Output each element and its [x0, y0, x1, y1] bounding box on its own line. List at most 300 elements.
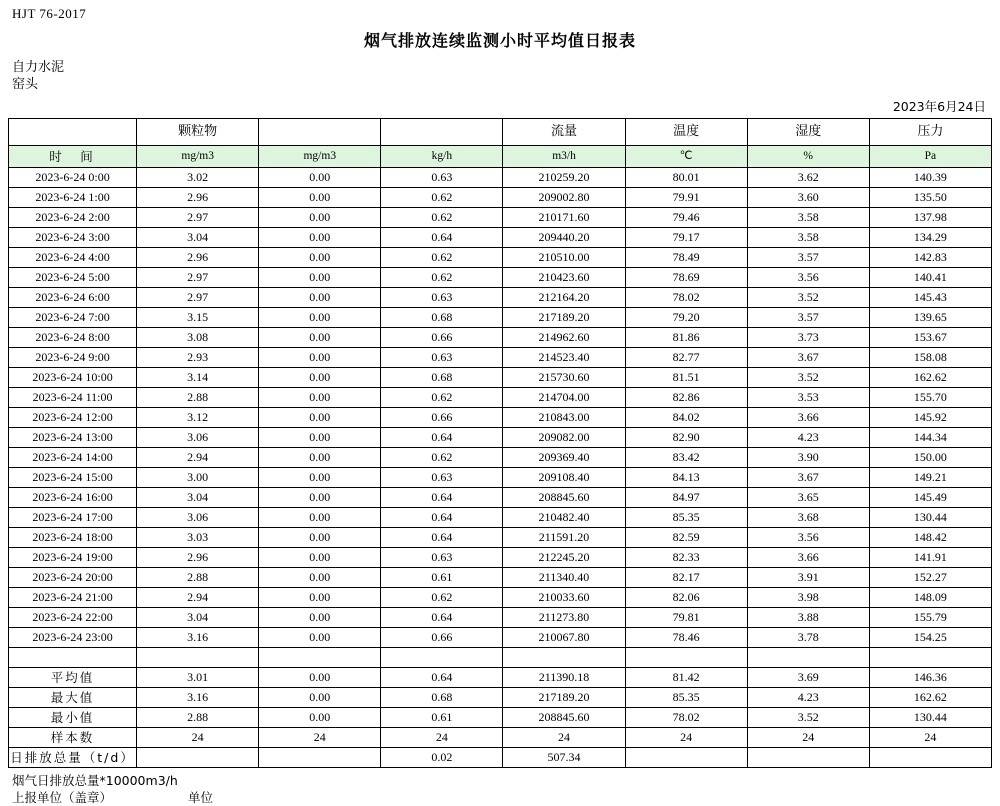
cell-flow: 211340.40 [503, 568, 625, 588]
cell-flow: 217189.20 [503, 308, 625, 328]
cell-time: 2023-6-24 10:00 [9, 368, 137, 388]
summary-row-max [9, 688, 992, 708]
cell-pm-conc2: 0.00 [259, 508, 381, 528]
cell-humidity: 3.98 [747, 588, 869, 608]
cell-time: 2023-6-24 4:00 [9, 248, 137, 268]
cell-time: 2023-6-24 17:00 [9, 508, 137, 528]
header-cell-4: 流量 [503, 119, 625, 146]
table-row [9, 348, 992, 368]
cell-pm-conc2 [259, 748, 381, 768]
cell-temp: 81.86 [625, 328, 747, 348]
cell-pm-conc: 3.06 [137, 508, 259, 528]
cell-humidity: 3.58 [747, 228, 869, 248]
cell-humidity: 3.58 [747, 208, 869, 228]
cell-pm-conc2: 0.00 [259, 168, 381, 188]
cell-pm-conc: 3.00 [137, 468, 259, 488]
cell-pm-rate: 0.68 [381, 368, 503, 388]
cell-temp: 83.42 [625, 448, 747, 468]
cell-time: 2023-6-24 13:00 [9, 428, 137, 448]
cell-pm-rate: 0.61 [381, 708, 503, 728]
cell-pressure: 162.62 [869, 688, 991, 708]
cell-time: 2023-6-24 0:00 [9, 168, 137, 188]
cell-flow: 507.34 [503, 748, 625, 768]
cell-pressure: 145.92 [869, 408, 991, 428]
cell-pm-rate: 0.68 [381, 308, 503, 328]
table-row [9, 208, 992, 228]
cell-temp: 24 [625, 728, 747, 748]
company-name: 自力水泥 [12, 60, 65, 75]
cell-pressure: 24 [869, 728, 991, 748]
cell-pm-rate: 0.63 [381, 468, 503, 488]
cell-pm-conc: 2.93 [137, 348, 259, 368]
cell-temp: 78.46 [625, 628, 747, 648]
cell-humidity: 3.56 [747, 268, 869, 288]
cell-pressure: 148.42 [869, 528, 991, 548]
cell-flow: 210033.60 [503, 588, 625, 608]
cell-pressure: 140.41 [869, 268, 991, 288]
cell-temp: 84.02 [625, 408, 747, 428]
cell-time: 2023-6-24 9:00 [9, 348, 137, 368]
cell-pm-rate: 0.66 [381, 408, 503, 428]
cell-pm-rate: 24 [381, 728, 503, 748]
cell-pm-conc2: 24 [259, 728, 381, 748]
spacer-cell [747, 648, 869, 668]
unit-cell-1: mg/m3 [137, 146, 259, 168]
cell-pm-conc: 2.96 [137, 548, 259, 568]
cell-temp: 78.49 [625, 248, 747, 268]
cell-pm-rate: 0.64 [381, 228, 503, 248]
cell-temp: 79.46 [625, 208, 747, 228]
cell-humidity: 4.23 [747, 428, 869, 448]
cell-pm-conc2: 0.00 [259, 548, 381, 568]
page-title: 烟气排放连续监测小时平均值日报表 [363, 31, 636, 50]
cell-temp: 79.91 [625, 188, 747, 208]
cell-time: 2023-6-24 23:00 [9, 628, 137, 648]
table-row [9, 168, 992, 188]
spacer-row [9, 648, 992, 668]
cell-pm-rate: 0.64 [381, 668, 503, 688]
cell-flow: 209369.40 [503, 448, 625, 468]
cell-pm-conc2: 0.00 [259, 228, 381, 248]
unit-name: 窑头 [12, 77, 39, 92]
cell-flow: 214962.60 [503, 328, 625, 348]
table-row [9, 328, 992, 348]
unit-cell-2: mg/m3 [259, 146, 381, 168]
standard-number: HJT 76-2017 [12, 6, 87, 21]
cell-pm-rate: 0.66 [381, 328, 503, 348]
cell-pm-conc2: 0.00 [259, 608, 381, 628]
cell-pm-conc: 3.01 [137, 668, 259, 688]
cell-pressure: 130.44 [869, 508, 991, 528]
cell-flow: 211390.18 [503, 668, 625, 688]
summary-row-average [9, 668, 992, 688]
cell-pressure: 130.44 [869, 708, 991, 728]
cell-pm-conc: 3.04 [137, 608, 259, 628]
table-row [9, 288, 992, 308]
header-cell-6: 湿度 [747, 119, 869, 146]
cell-pm-rate: 0.62 [381, 588, 503, 608]
cell-pm-conc2: 0.00 [259, 588, 381, 608]
cell-time: 2023-6-24 14:00 [9, 448, 137, 468]
cell-temp [625, 748, 747, 768]
cell-pressure: 146.36 [869, 668, 991, 688]
cell-temp: 82.17 [625, 568, 747, 588]
cell-pm-conc: 3.16 [137, 628, 259, 648]
cell-pressure: 155.79 [869, 608, 991, 628]
summary-label: 最大值 [9, 688, 137, 708]
cell-time: 2023-6-24 2:00 [9, 208, 137, 228]
cell-pm-rate: 0.64 [381, 508, 503, 528]
cell-pm-conc2: 0.00 [259, 368, 381, 388]
spacer-cell [137, 648, 259, 668]
table-row [9, 448, 992, 468]
cell-pm-rate: 0.66 [381, 628, 503, 648]
cell-flow: 211591.20 [503, 528, 625, 548]
cell-pressure [869, 748, 991, 768]
cell-pm-rate: 0.63 [381, 348, 503, 368]
cell-pm-conc2: 0.00 [259, 568, 381, 588]
table-row [9, 608, 992, 628]
table-row [9, 568, 992, 588]
cell-pm-conc: 2.94 [137, 588, 259, 608]
summary-label: 最小值 [9, 708, 137, 728]
table-row [9, 528, 992, 548]
cell-humidity: 3.90 [747, 448, 869, 468]
footer-note: 烟气日排放总量*10000m3/h [12, 773, 178, 788]
cell-humidity: 24 [747, 728, 869, 748]
cell-humidity: 3.88 [747, 608, 869, 628]
cell-pm-conc2: 0.00 [259, 468, 381, 488]
cell-temp: 84.13 [625, 468, 747, 488]
cell-pm-conc: 3.08 [137, 328, 259, 348]
table-row [9, 188, 992, 208]
cell-pressure: 145.49 [869, 488, 991, 508]
header-cell-7: 压力 [869, 119, 991, 146]
cell-temp: 84.97 [625, 488, 747, 508]
cell-pm-conc [137, 748, 259, 768]
cell-pm-rate: 0.62 [381, 448, 503, 468]
cell-humidity: 3.53 [747, 388, 869, 408]
cell-pm-conc: 24 [137, 728, 259, 748]
cell-pm-rate: 0.62 [381, 188, 503, 208]
summary-label: 日排放总量（t/d） [9, 748, 137, 768]
cell-time: 2023-6-24 12:00 [9, 408, 137, 428]
cell-pm-conc: 3.04 [137, 488, 259, 508]
cell-pm-conc: 3.14 [137, 368, 259, 388]
cell-pressure: 154.25 [869, 628, 991, 648]
table-row [9, 628, 992, 648]
cell-pm-conc2: 0.00 [259, 488, 381, 508]
cell-pm-conc: 2.96 [137, 248, 259, 268]
cell-flow: 212164.20 [503, 288, 625, 308]
cell-flow: 209440.20 [503, 228, 625, 248]
table-row [9, 548, 992, 568]
cell-temp: 85.35 [625, 688, 747, 708]
cell-pm-conc: 2.97 [137, 208, 259, 228]
header-cell-2 [259, 119, 381, 146]
cell-humidity: 3.62 [747, 168, 869, 188]
cell-time: 2023-6-24 3:00 [9, 228, 137, 248]
cell-pm-rate: 0.62 [381, 388, 503, 408]
cell-time: 2023-6-24 1:00 [9, 188, 137, 208]
cell-time: 2023-6-24 19:00 [9, 548, 137, 568]
unit-cell-5: ℃ [625, 146, 747, 168]
cell-time: 2023-6-24 18:00 [9, 528, 137, 548]
cell-pm-conc2: 0.00 [259, 308, 381, 328]
cell-flow: 211273.80 [503, 608, 625, 628]
cell-pm-conc2: 0.00 [259, 408, 381, 428]
cell-humidity [747, 748, 869, 768]
cell-pm-rate: 0.64 [381, 528, 503, 548]
summary-row-daily-total [9, 748, 992, 768]
cell-pm-conc: 2.88 [137, 708, 259, 728]
cell-humidity: 3.67 [747, 348, 869, 368]
spacer-cell [259, 648, 381, 668]
cell-pm-conc: 3.03 [137, 528, 259, 548]
cell-humidity: 3.52 [747, 368, 869, 388]
cell-flow: 209002.80 [503, 188, 625, 208]
table-row [9, 468, 992, 488]
cell-flow: 24 [503, 728, 625, 748]
cell-flow: 209108.40 [503, 468, 625, 488]
cell-pm-rate: 0.61 [381, 568, 503, 588]
cell-humidity: 3.66 [747, 408, 869, 428]
cell-pm-conc: 2.94 [137, 448, 259, 468]
cell-pm-rate: 0.62 [381, 248, 503, 268]
cell-pm-rate: 0.63 [381, 168, 503, 188]
cell-pressure: 158.08 [869, 348, 991, 368]
cell-humidity: 3.73 [747, 328, 869, 348]
table-row [9, 368, 992, 388]
cell-time: 2023-6-24 6:00 [9, 288, 137, 308]
cell-time: 2023-6-24 11:00 [9, 388, 137, 408]
cell-humidity: 3.67 [747, 468, 869, 488]
cell-temp: 79.81 [625, 608, 747, 628]
cell-flow: 209082.00 [503, 428, 625, 448]
cell-flow: 212245.20 [503, 548, 625, 568]
unit-cell-7: Pa [869, 146, 991, 168]
cell-pressure: 148.09 [869, 588, 991, 608]
cell-pm-rate: 0.64 [381, 428, 503, 448]
footer-block [12, 772, 992, 806]
cell-pm-rate: 0.63 [381, 548, 503, 568]
cell-humidity: 3.68 [747, 508, 869, 528]
unit-cell-4: m3/h [503, 146, 625, 168]
cell-humidity: 3.91 [747, 568, 869, 588]
cell-pressure: 149.21 [869, 468, 991, 488]
cell-pm-conc: 3.15 [137, 308, 259, 328]
cell-pm-conc2: 0.00 [259, 288, 381, 308]
table-row [9, 228, 992, 248]
unit-cell-6: % [747, 146, 869, 168]
cell-flow: 210510.00 [503, 248, 625, 268]
cell-pressure: 150.00 [869, 448, 991, 468]
org-block [12, 59, 992, 93]
cell-temp: 82.90 [625, 428, 747, 448]
cell-flow: 210482.40 [503, 508, 625, 528]
cell-pm-conc: 3.04 [137, 228, 259, 248]
header-cell-5: 温度 [625, 119, 747, 146]
table-header-row [9, 119, 992, 146]
cell-flow: 210259.20 [503, 168, 625, 188]
unit-cell-3: kg/h [381, 146, 503, 168]
cell-humidity: 3.60 [747, 188, 869, 208]
cell-time: 2023-6-24 5:00 [9, 268, 137, 288]
cell-time: 2023-6-24 22:00 [9, 608, 137, 628]
table-row [9, 408, 992, 428]
cell-pm-conc2: 0.00 [259, 428, 381, 448]
cell-pm-conc2: 0.00 [259, 688, 381, 708]
summary-label: 平均值 [9, 668, 137, 688]
cell-humidity: 3.66 [747, 548, 869, 568]
cell-pressure: 134.29 [869, 228, 991, 248]
cell-flow: 208845.60 [503, 488, 625, 508]
report-date: 2023年6月24日 [892, 99, 986, 114]
cell-flow: 214523.40 [503, 348, 625, 368]
cell-pm-rate: 0.62 [381, 268, 503, 288]
cell-humidity: 3.57 [747, 248, 869, 268]
cell-pressure: 137.98 [869, 208, 991, 228]
footer-signature-row [12, 789, 992, 806]
cell-temp: 79.17 [625, 228, 747, 248]
table-row [9, 248, 992, 268]
cell-time: 2023-6-24 16:00 [9, 488, 137, 508]
cell-pm-conc2: 0.00 [259, 668, 381, 688]
cell-pressure: 135.50 [869, 188, 991, 208]
spacer-cell [869, 648, 991, 668]
cell-pm-conc: 2.97 [137, 268, 259, 288]
cell-flow: 210423.60 [503, 268, 625, 288]
table-row [9, 388, 992, 408]
cell-pm-conc2: 0.00 [259, 268, 381, 288]
cell-pm-conc: 3.02 [137, 168, 259, 188]
footer-unit: 单位 [188, 790, 214, 805]
table-row [9, 308, 992, 328]
cell-pm-rate: 0.64 [381, 608, 503, 628]
table-units-row [9, 146, 992, 168]
header-cell-3 [381, 119, 503, 146]
table-row [9, 488, 992, 508]
cell-pressure: 152.27 [869, 568, 991, 588]
cell-pressure: 140.39 [869, 168, 991, 188]
cell-flow: 215730.60 [503, 368, 625, 388]
cell-flow: 210171.60 [503, 208, 625, 228]
spacer-cell [625, 648, 747, 668]
cell-pm-conc2: 0.00 [259, 348, 381, 368]
cell-pm-conc: 2.88 [137, 388, 259, 408]
cell-humidity: 3.52 [747, 708, 869, 728]
cell-pm-conc: 3.12 [137, 408, 259, 428]
cell-pm-conc2: 0.00 [259, 188, 381, 208]
cell-pressure: 142.83 [869, 248, 991, 268]
cell-temp: 81.51 [625, 368, 747, 388]
cell-humidity: 3.65 [747, 488, 869, 508]
cell-temp: 78.02 [625, 288, 747, 308]
table-body [9, 119, 992, 768]
summary-label: 样本数 [9, 728, 137, 748]
cell-temp: 82.06 [625, 588, 747, 608]
cell-pressure: 144.34 [869, 428, 991, 448]
cell-flow: 210067.80 [503, 628, 625, 648]
cell-humidity: 4.23 [747, 688, 869, 708]
cell-pm-conc: 2.96 [137, 188, 259, 208]
cell-flow: 210843.00 [503, 408, 625, 428]
cell-pm-conc2: 0.00 [259, 448, 381, 468]
cell-pressure: 153.67 [869, 328, 991, 348]
cell-pressure: 139.65 [869, 308, 991, 328]
cell-pressure: 145.43 [869, 288, 991, 308]
cell-pressure: 155.70 [869, 388, 991, 408]
table-row [9, 508, 992, 528]
cell-time: 2023-6-24 7:00 [9, 308, 137, 328]
cell-flow: 217189.20 [503, 688, 625, 708]
cell-pm-rate: 0.68 [381, 688, 503, 708]
cell-pm-conc2: 0.00 [259, 328, 381, 348]
cell-pm-rate: 0.02 [381, 748, 503, 768]
table-row [9, 428, 992, 448]
spacer-cell [9, 648, 137, 668]
cell-temp: 79.20 [625, 308, 747, 328]
cell-pm-conc2: 0.00 [259, 628, 381, 648]
cell-pm-rate: 0.62 [381, 208, 503, 228]
cell-temp: 82.59 [625, 528, 747, 548]
cell-temp: 81.42 [625, 668, 747, 688]
cell-humidity: 3.52 [747, 288, 869, 308]
cell-flow: 214704.00 [503, 388, 625, 408]
cell-pm-rate: 0.64 [381, 488, 503, 508]
cell-pm-conc2: 0.00 [259, 388, 381, 408]
cell-humidity: 3.69 [747, 668, 869, 688]
unit-cell-time: 时 间 [9, 146, 137, 168]
cell-humidity: 3.57 [747, 308, 869, 328]
cell-temp: 78.02 [625, 708, 747, 728]
cell-pm-conc2: 0.00 [259, 528, 381, 548]
cell-pressure: 162.62 [869, 368, 991, 388]
cell-pm-conc: 3.06 [137, 428, 259, 448]
summary-row-min [9, 708, 992, 728]
cell-pm-conc: 2.97 [137, 288, 259, 308]
table-row [9, 268, 992, 288]
cell-time: 2023-6-24 15:00 [9, 468, 137, 488]
table-row [9, 588, 992, 608]
cell-time: 2023-6-24 20:00 [9, 568, 137, 588]
cell-humidity: 3.56 [747, 528, 869, 548]
cell-pressure: 141.91 [869, 548, 991, 568]
footer-reporting-unit: 上报单位（盖章） [12, 790, 113, 805]
cell-pm-conc2: 0.00 [259, 208, 381, 228]
header-cell-0 [9, 119, 137, 146]
cell-pm-conc2: 0.00 [259, 708, 381, 728]
cell-pm-conc2: 0.00 [259, 248, 381, 268]
header-cell-1: 颗粒物 [137, 119, 259, 146]
cell-time: 2023-6-24 21:00 [9, 588, 137, 608]
data-table [8, 118, 992, 768]
cell-pm-conc: 2.88 [137, 568, 259, 588]
summary-row-sample-count [9, 728, 992, 748]
cell-pm-conc: 3.16 [137, 688, 259, 708]
spacer-cell [381, 648, 503, 668]
cell-temp: 82.86 [625, 388, 747, 408]
cell-pm-rate: 0.63 [381, 288, 503, 308]
cell-temp: 80.01 [625, 168, 747, 188]
cell-temp: 85.35 [625, 508, 747, 528]
cell-temp: 82.33 [625, 548, 747, 568]
cell-humidity: 3.78 [747, 628, 869, 648]
cell-temp: 78.69 [625, 268, 747, 288]
cell-flow: 208845.60 [503, 708, 625, 728]
spacer-cell [503, 648, 625, 668]
cell-time: 2023-6-24 8:00 [9, 328, 137, 348]
